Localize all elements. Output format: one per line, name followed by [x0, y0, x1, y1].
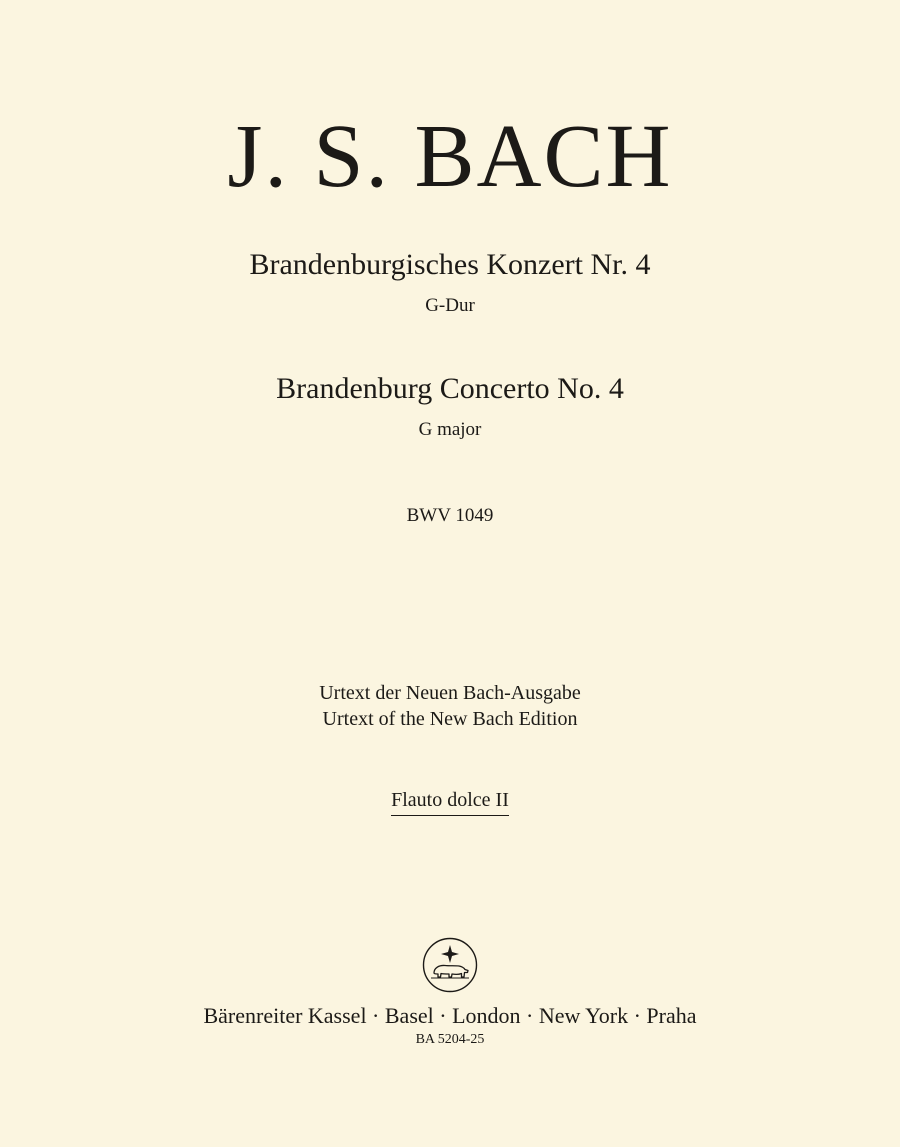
urtext-note-german: Urtext der Neuen Bach-Ausgabe: [319, 682, 581, 704]
work-title-german: Brandenburgisches Konzert Nr. 4: [249, 248, 651, 281]
key-english: G major: [418, 419, 482, 440]
instrument-part-container: [0, 790, 900, 816]
instrument-part: Flauto dolce II: [391, 790, 509, 816]
catalog-number: BWV 1049: [406, 505, 494, 526]
key-german: G-Dur: [425, 295, 475, 316]
edition-number: BA 5204-25: [415, 1032, 485, 1047]
baerenreiter-bear-logo-icon: [422, 937, 478, 993]
publisher-line: Bärenreiter Kassel · Basel · London · New York · Praha: [203, 1003, 697, 1028]
work-title-english: Brandenburg Concerto No. 4: [276, 372, 624, 405]
urtext-note-english: Urtext of the New Bach Edition: [322, 708, 578, 730]
composer-name: J. S. BACH: [227, 107, 673, 206]
